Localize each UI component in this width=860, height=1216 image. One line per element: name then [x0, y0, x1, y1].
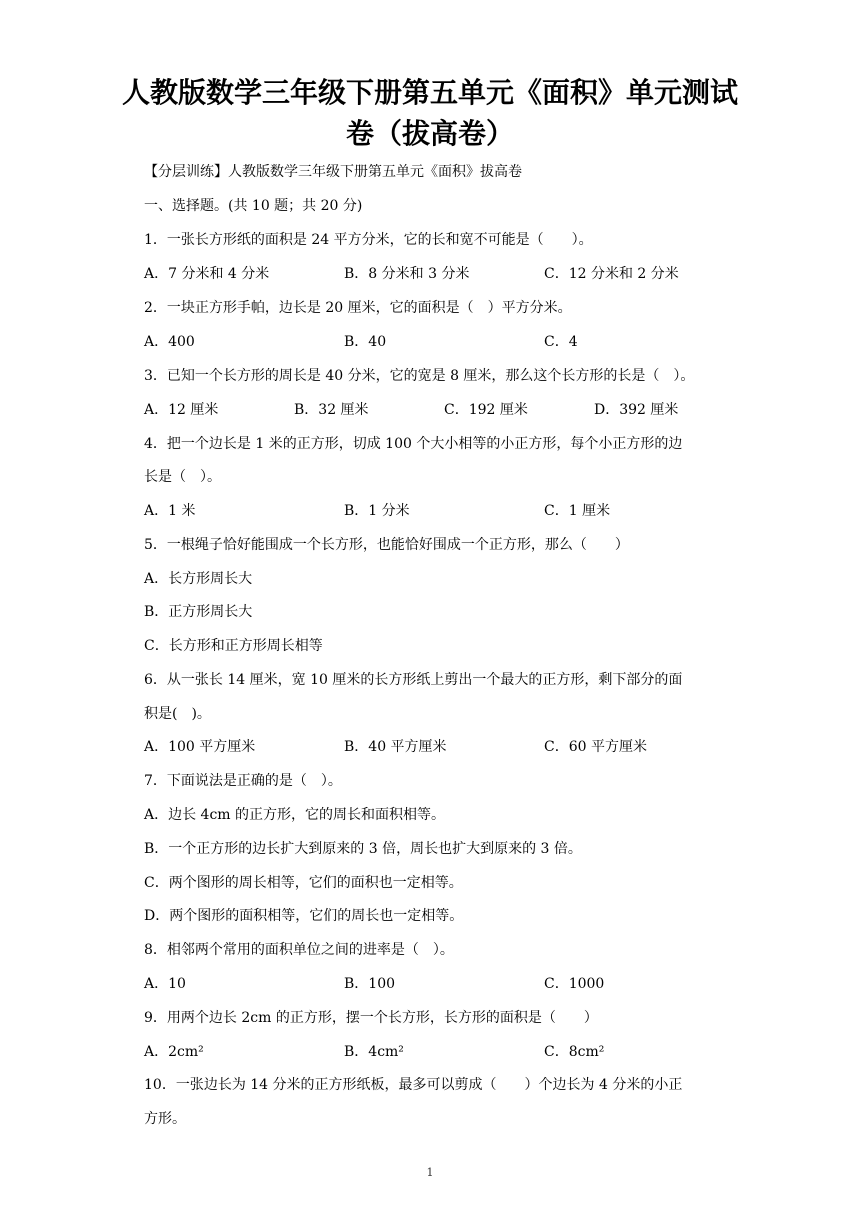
subtitle: 【分层训练】人教版数学三年级下册第五单元《面积》拔高卷	[144, 164, 522, 180]
question-3-option-a: A．12 厘米	[144, 402, 219, 418]
question-7-option-d: D．两个图形的面积相等，它们的周长也一定相等。	[144, 908, 464, 924]
question-5-option-b: B．正方形周长大	[144, 604, 253, 620]
question-1-option-b: B．8 分米和 3 分米	[344, 266, 470, 282]
question-3-stem: 3．已知一个长方形的周长是 40 分米，它的宽是 8 厘米，那么这个长方形的长是（ ）。	[144, 368, 695, 384]
question-2-option-a: A．400	[144, 334, 195, 350]
question-6-option-a: A．100 平方厘米	[144, 739, 256, 755]
question-10-stem-line-1: 10．一张边长为 14 分米的正方形纸板，最多可以剪成（ ）个边长为 4 分米的小正	[144, 1077, 683, 1093]
question-2-option-c: C．4	[544, 334, 578, 350]
question-8-option-b: B．100	[344, 976, 396, 992]
question-1-option-c: C．12 分米和 2 分米	[544, 266, 679, 282]
question-6-option-b: B．40 平方厘米	[344, 739, 447, 755]
question-4-stem-line-1: 4．把一个边长是 1 米的正方形，切成 100 个大小相等的小正方形，每个小正方形的边	[144, 436, 683, 452]
question-4-option-b: B．1 分米	[344, 503, 410, 519]
question-8-option-c: C．1000	[544, 976, 605, 992]
question-9-stem: 9．用两个边长 2cm 的正方形，摆一个长方形，长方形的面积是（ ）	[144, 1010, 598, 1026]
document-title-line-2: 卷（拔高卷）	[345, 117, 514, 150]
question-8-stem: 8．相邻两个常用的面积单位之间的进率是（ ）。	[144, 942, 454, 958]
question-7-option-c: C．两个图形的周长相等，它们的面积也一定相等。	[144, 875, 463, 891]
question-5-stem: 5．一根绳子恰好能围成一个长方形，也能恰好围成一个正方形，那么（ ）	[144, 537, 629, 553]
question-7-stem: 7．下面说法是正确的是（ ）。	[144, 773, 342, 789]
question-9-option-a: A．2cm²	[144, 1044, 204, 1060]
page-number: 1	[426, 1166, 434, 1179]
question-9-option-c: C．8cm²	[544, 1044, 605, 1060]
question-6-stem-line-2: 积是( )。	[144, 706, 211, 722]
question-10-stem-line-2: 方形。	[144, 1111, 186, 1127]
question-7-option-b: B．一个正方形的边长扩大到原来的 3 倍，周长也扩大到原来的 3 倍。	[144, 841, 582, 857]
section-heading: 一、选择题。(共 10 题；共 20 分)	[144, 198, 363, 214]
question-3-option-d: D．392 厘米	[594, 402, 679, 418]
question-4-option-a: A．1 米	[144, 503, 196, 519]
question-5-option-a: A．长方形周长大	[144, 571, 253, 587]
question-2-stem: 2．一块正方形手帕，边长是 20 厘米，它的面积是（ ）平方分米。	[144, 300, 572, 316]
question-8-option-a: A．10	[144, 976, 186, 992]
question-3-option-b: B．32 厘米	[294, 402, 369, 418]
question-3-option-c: C．192 厘米	[444, 402, 528, 418]
question-7-option-a: A．边长 4cm 的正方形，它的周长和面积相等。	[144, 807, 446, 823]
question-9-option-b: B．4cm²	[344, 1044, 404, 1060]
question-4-stem-line-2: 长是（ ）。	[144, 469, 221, 485]
question-1-stem: 1．一张长方形纸的面积是 24 平方分米，它的长和宽不可能是（ ）。	[144, 232, 593, 248]
question-4-option-c: C．1 厘米	[544, 503, 611, 519]
question-1-option-a: A．7 分米和 4 分米	[144, 266, 270, 282]
question-2-option-b: B．40	[344, 334, 387, 350]
question-6-option-c: C．60 平方厘米	[544, 739, 647, 755]
question-6-stem-line-1: 6．从一张长 14 厘米，宽 10 厘米的长方形纸上剪出一个最大的正方形，剩下部分的面	[144, 672, 683, 688]
document-title-line-1: 人教版数学三年级下册第五单元《面积》单元测试	[121, 76, 738, 109]
question-5-option-c: C．长方形和正方形周长相等	[144, 638, 323, 654]
